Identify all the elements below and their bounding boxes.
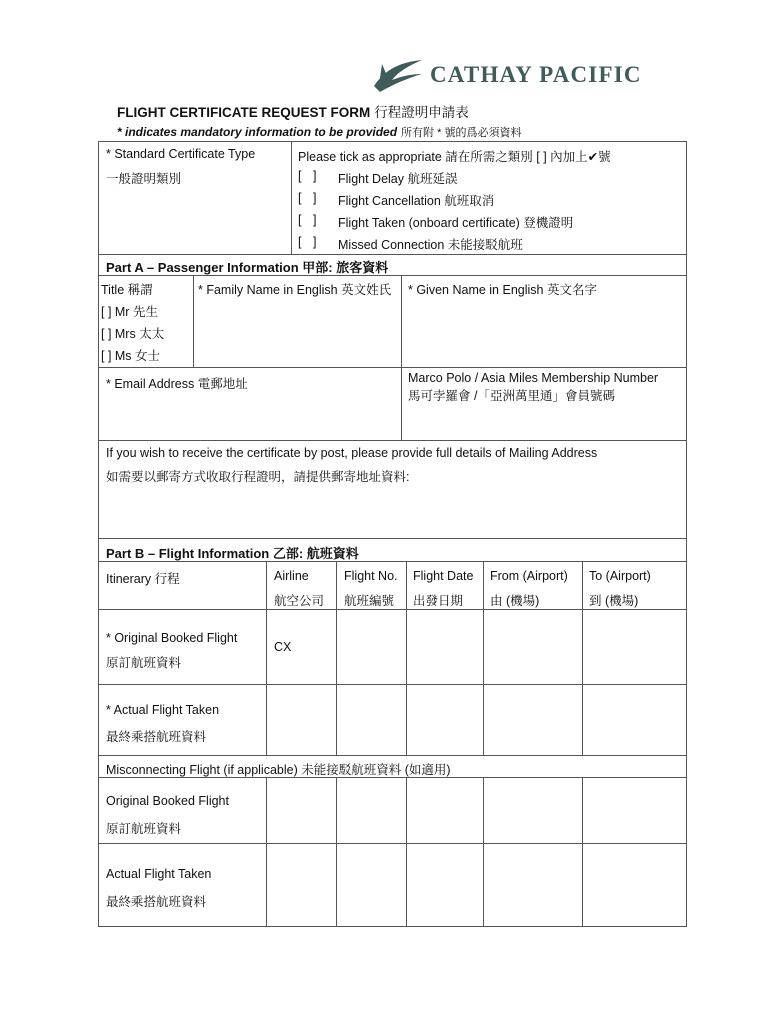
- membership-label-cn: 馬可孛羅會 /「亞洲萬里通」會員號碼: [408, 389, 615, 403]
- misconnect-original-booked-cn: 原訂航班資料: [106, 822, 182, 836]
- misconnect-actual-flight-cn: 最終乘搭航班資料: [106, 895, 207, 909]
- option-flight-taken: Flight Taken (onboard certificate) 登機證明: [338, 216, 574, 230]
- form-title-en: FLIGHT CERTIFICATE REQUEST FORM: [117, 105, 371, 120]
- col-flight-no-cn: 航班編號: [344, 594, 395, 608]
- mandatory-note: [117, 124, 521, 140]
- logo-text: CATHAY PACIFIC: [430, 62, 642, 87]
- mandatory-note-cn: 所有附 * 號的爲必須資料: [401, 127, 522, 139]
- option-flight-delay: Flight Delay 航班延誤: [338, 172, 458, 186]
- misconnect-original-booked: Original Booked Flight: [106, 794, 229, 808]
- col-from-airport: From (Airport): [490, 569, 568, 583]
- title-option-mr[interactable]: [ ] Mr 先生: [101, 305, 158, 319]
- option-missed-connection: Missed Connection 未能接駁航班: [338, 238, 523, 252]
- col-flight-no: Flight No.: [344, 569, 398, 583]
- title-label: Title 稱謂: [101, 283, 153, 297]
- certificate-type-label: * Standard Certificate Type: [106, 147, 256, 161]
- brushwing-logo-icon: [372, 56, 424, 94]
- mailing-address-label-cn: 如需要以郵寄方式收取行程證明，請提供郵寄地址資料:: [106, 470, 410, 484]
- title-option-mrs[interactable]: [ ] Mrs 太太: [101, 327, 165, 341]
- col-flight-date: Flight Date: [413, 569, 474, 583]
- row-actual-flight: * Actual Flight Taken: [106, 703, 220, 717]
- col-flight-date-cn: 出發日期: [413, 594, 464, 608]
- col-to-airport-cn: 到 (機場): [589, 594, 639, 608]
- checkbox-flight-cancellation[interactable]: [ ]: [298, 191, 317, 205]
- col-itinerary: Itinerary 行程: [106, 572, 180, 586]
- row-actual-flight-cn: 最終乘搭航班資料: [106, 730, 207, 744]
- family-name-label: * Family Name in English 英文姓氏: [198, 283, 392, 297]
- cathay-pacific-logo: [372, 55, 642, 95]
- checkbox-flight-taken[interactable]: [ ]: [298, 213, 317, 227]
- misconnect-heading: Misconnecting Flight (if applicable) 未能接駁航班資料 (如適用): [106, 763, 451, 777]
- tick-instruction: Please tick as appropriate 請在所需之類別 [ ] 內加上✔號: [298, 150, 611, 164]
- row-original-booked: * Original Booked Flight: [106, 631, 238, 645]
- email-label: * Email Address 電郵地址: [106, 377, 248, 391]
- col-to-airport: To (Airport): [589, 569, 651, 583]
- form-title: [117, 101, 469, 121]
- checkbox-missed-connection[interactable]: [ ]: [298, 235, 317, 249]
- certificate-type-label-cn: 一般證明類別: [106, 172, 182, 186]
- form-title-cn: 行程證明申請表: [374, 105, 469, 120]
- part-a-heading: Part A – Passenger Information 甲部: 旅客資料: [106, 260, 389, 275]
- title-option-ms[interactable]: [ ] Ms 女士: [101, 349, 161, 363]
- mailing-address-label: If you wish to receive the certificate by post, please provide full details of Mailing Address: [106, 446, 598, 460]
- row-original-booked-cn: 原訂航班資料: [106, 656, 182, 670]
- option-flight-cancellation: Flight Cancellation 航班取消: [338, 194, 495, 208]
- airline-value-cx: CX: [274, 640, 292, 654]
- given-name-label: * Given Name in English 英文名字: [408, 283, 597, 297]
- col-from-airport-cn: 由 (機場): [490, 594, 540, 608]
- part-b-heading: Part B – Flight Information 乙部: 航班資料: [106, 546, 359, 561]
- checkbox-flight-delay[interactable]: [ ]: [298, 169, 317, 183]
- col-airline: Airline: [274, 569, 309, 583]
- misconnect-actual-flight: Actual Flight Taken: [106, 867, 212, 881]
- col-airline-cn: 航空公司: [274, 594, 325, 608]
- mandatory-note-en: * indicates mandatory information to be provided: [117, 125, 398, 139]
- membership-label: Marco Polo / Asia Miles Membership Number: [408, 371, 659, 385]
